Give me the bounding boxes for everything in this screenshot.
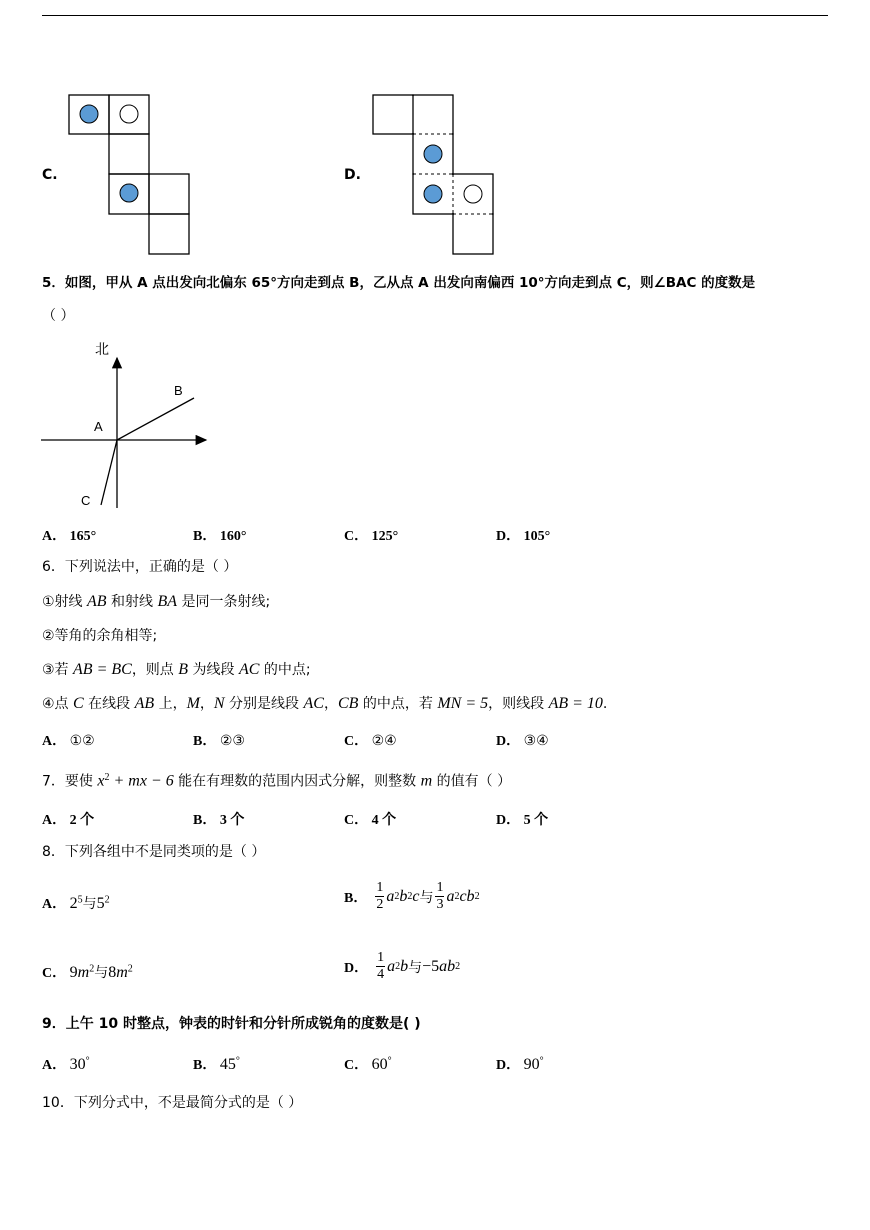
q8-stem: 8．下列各组中不是同类项的是（ ） (42, 844, 266, 860)
q6-option-d[interactable]: D． ③④ (496, 734, 549, 749)
q8-option-c[interactable]: C． $9m^2$与$8m^2$ (42, 963, 133, 981)
net-square (149, 214, 189, 254)
q9-option-b[interactable]: B． 45° (193, 1055, 240, 1073)
q6-option-a[interactable]: A． ①② (42, 734, 95, 749)
fraction: $\frac{1}{3}$ (436, 880, 444, 912)
q6-option-c[interactable]: C． ②④ (344, 734, 397, 749)
q4-option-d-net (369, 92, 499, 257)
point-a-label: A (94, 419, 103, 434)
q5-stem-line2: （ ） (42, 308, 75, 324)
q5-option-d[interactable]: D． 105° (496, 529, 551, 544)
net-square (109, 134, 149, 174)
q4-option-d-label: D. (344, 167, 361, 183)
filled-dot (120, 184, 138, 202)
q8-option-b[interactable]: B． $\frac{1}{2}$ a 2 b 2 c 与 $\frac{1}{3}$ a 2 cb 2 (344, 880, 480, 912)
q9-option-d[interactable]: D． 90° (496, 1055, 544, 1073)
q6-option-b[interactable]: B． ②③ (193, 734, 245, 749)
q9-option-a[interactable]: A． 30° (42, 1055, 90, 1073)
q7-option-d[interactable]: D． 5 个 (496, 813, 549, 828)
q4-option-c-net (65, 92, 195, 257)
net-square (149, 174, 189, 214)
q4-option-c-label: C. (42, 167, 58, 183)
point-b-label: B (174, 383, 183, 398)
q5-stem-line1: 5．如图，甲从 A 点出发向北偏东 65°方向走到点 B，乙从点 A 出发向南偏西 10°方向走到点 C，则∠BAC 的度数是 (42, 275, 756, 291)
point-c-label: C (81, 493, 91, 508)
north-label: 北 (95, 341, 109, 357)
q9-stem: 9．上午 10 时整点，钟表的时针和分针所成锐角的度数是( ) (42, 1016, 421, 1032)
q6-statement-3: ③若 AB = BC，则点 B 为线段 AC 的中点; (42, 661, 311, 678)
q7-stem: 7．要使 $x^2$ + mx − 6 能在有理数的范围内因式分解，则整数 m 的值有（ ） (42, 772, 512, 790)
q7-option-a[interactable]: A． 2 个 (42, 813, 95, 828)
q6-stem: 6．下列说法中，正确的是（ ） (42, 559, 238, 575)
fraction: $\frac{1}{2}$ (376, 880, 384, 912)
ray-ac (101, 440, 117, 505)
q9-option-c[interactable]: C． 60° (344, 1055, 392, 1073)
q5-direction-figure (38, 338, 218, 513)
q5-option-b[interactable]: B． 160° (193, 529, 247, 544)
q8-option-d[interactable]: D． $\frac{1}{4}$ a 2 b 与 −5 ab 2 (344, 950, 461, 982)
q7-option-b[interactable]: B． 3 个 (193, 813, 245, 828)
q6-statement-2: ②等角的余角相等; (42, 628, 158, 644)
empty-dot (120, 105, 138, 123)
ray-ab (117, 398, 194, 440)
q7-option-c[interactable]: C． 4 个 (344, 813, 397, 828)
filled-dot (80, 105, 98, 123)
q5-option-a[interactable]: A． 165° (42, 529, 97, 544)
q6-statement-4: ④点 C 在线段 AB 上，M，N 分别是线段 AC，CB 的中点，若 MN = 5，则线段 AB = 10. (42, 695, 608, 712)
page-top-rule (42, 15, 828, 16)
fraction: $\frac{1}{4}$ (377, 950, 385, 982)
q8-option-a[interactable]: A． $2^5$与$5^2$ (42, 894, 110, 912)
q5-option-c[interactable]: C． 125° (344, 529, 399, 544)
q6-statement-1: ①射线 AB 和射线 BA 是同一条射线; (42, 593, 271, 610)
q10-stem: 10．下列分式中，不是最简分式的是（ ） (42, 1095, 303, 1111)
